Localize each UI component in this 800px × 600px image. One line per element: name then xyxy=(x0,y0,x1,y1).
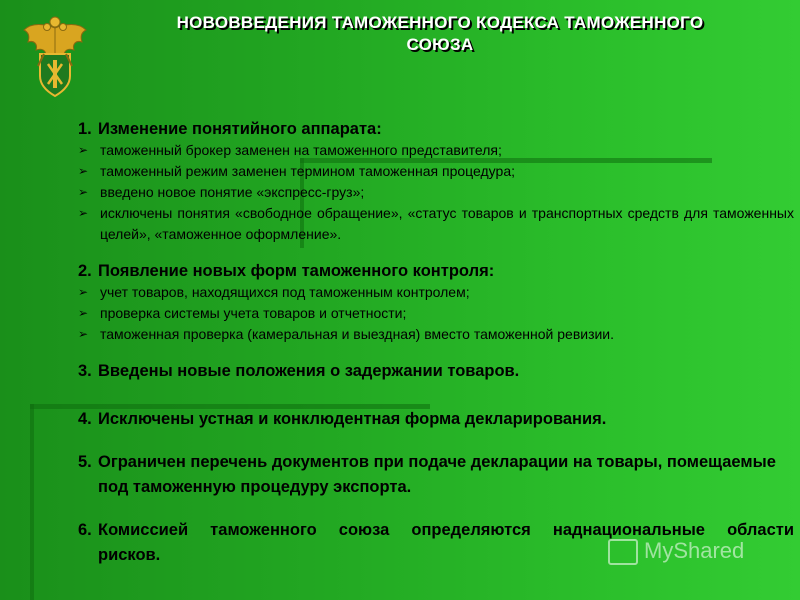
list-item: ➢ учет товаров, находящихся под таможенным контролем; xyxy=(78,282,794,303)
section-number: 4. xyxy=(78,410,92,428)
section-2 xyxy=(78,260,794,345)
section-3-heading xyxy=(78,360,794,382)
section-number: 5. xyxy=(78,453,92,471)
section-number: 6. xyxy=(78,521,92,539)
section-title: Комиссией таможенного союза определяются наднациональные области рисков. xyxy=(98,521,794,564)
section-heading xyxy=(78,118,794,140)
bullet-list xyxy=(78,140,794,245)
list-item: ➢ таможенный брокер заменен на таможенного представителя; xyxy=(78,140,794,161)
arrowhead-bullet-icon: ➢ xyxy=(78,285,89,299)
presentation-icon xyxy=(608,539,638,565)
watermark-text: MyShared xyxy=(644,538,745,563)
section-number: 1. xyxy=(78,120,92,138)
page-title-line2: СОЮЗА xyxy=(406,35,474,54)
list-item: ➢ исключены понятия «свободное обращение», «статус товаров и транспортных средств для таможенных целей», «таможенное оформление». xyxy=(78,203,794,245)
watermark xyxy=(608,538,744,565)
customs-emblem-icon xyxy=(20,14,90,100)
list-item: ➢ проверка системы учета товаров и отчетности; xyxy=(78,303,794,324)
section-title: Ограничен перечень документов при подаче декларации на товары, помещаемые под таможенную процедуру экспорта. xyxy=(98,453,776,496)
list-item: ➢ таможенная проверка (камеральная и выездная) вместо таможенной ревизии. xyxy=(78,324,794,345)
section-title: Введены новые положения о задержании товаров. xyxy=(98,362,520,380)
section-1 xyxy=(78,118,794,245)
page-title-line1: НОВОВВЕДЕНИЯ ТАМОЖЕННОГО КОДЕКСА ТАМОЖЕННОГО xyxy=(176,13,704,32)
section-4-heading xyxy=(78,408,794,430)
page-title xyxy=(120,12,760,56)
list-item: ➢ введено новое понятие «экспресс-груз»; xyxy=(78,182,794,203)
section-title: Изменение понятийного аппарата: xyxy=(98,120,382,138)
section-title: Исключены устная и конклюдентная форма декларирования. xyxy=(98,410,607,428)
list-item: ➢ таможенный режим заменен термином таможенная процедура; xyxy=(78,161,794,182)
section-number: 3. xyxy=(78,362,92,380)
arrowhead-bullet-icon: ➢ xyxy=(78,206,89,220)
arrowhead-bullet-icon: ➢ xyxy=(78,306,89,320)
arrowhead-bullet-icon: ➢ xyxy=(78,185,89,199)
content-list xyxy=(78,118,794,568)
section-heading xyxy=(78,260,794,282)
decorative-bar xyxy=(30,404,34,600)
arrowhead-bullet-icon: ➢ xyxy=(78,327,89,341)
section-number: 2. xyxy=(78,262,92,280)
section-5-heading xyxy=(78,450,794,500)
bullet-list xyxy=(78,282,794,345)
arrowhead-bullet-icon: ➢ xyxy=(78,164,89,178)
section-title: Появление новых форм таможенного контроля: xyxy=(98,262,495,280)
arrowhead-bullet-icon: ➢ xyxy=(78,143,89,157)
